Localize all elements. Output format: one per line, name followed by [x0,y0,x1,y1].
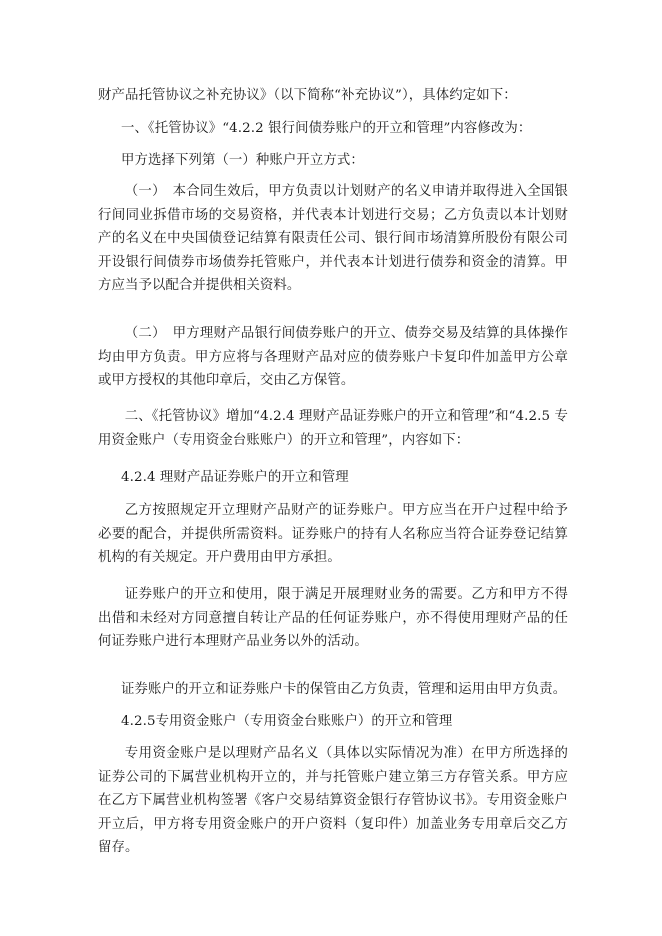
securities-account-custody-paragraph: 证券账户的开立和证券账户卡的保管由乙方负责，管理和运用由甲方负责。 [121,682,567,697]
section-4-2-4-heading: 4.2.4 理财产品证券账户的开立和管理 [121,470,349,485]
intro-continuation-paragraph: 财产品托管协议之补充协议》（以下简称“补充协议”），具体约定如下： [98,88,517,103]
option-one-paragraph: （一） 本合同生效后，甲方负责以计划财产的名义申请并取得进入全国银行间同业拆借市场的交易资格，并代表本计划进行交易；乙方负责以本计划财产的名义在中央国债登记结算有限责任公司、银行间市场清算所股份有限公司开设银行间债券市场债券托管账户，并代表本计划进行债券和资金的清算。甲方应当予以配合并提供相关资料。 [98,184,568,293]
section-4-2-5-heading: 4.2.5专用资金账户（专用资金台账账户）的开立和管理 [121,714,453,729]
securities-account-opening-paragraph: 乙方按照规定开立理财产品财产的证券账户。甲方应当在开户过程中给予必要的配合，并提供所需资料。证券账户的持有人名称应当符合证券登记结算机构的有关规定。开户费用由甲方承担。 [98,503,568,565]
amendment-one-heading: 一、《托管协议》“4.2.2 银行间债券账户的开立和管理”内容修改为： [121,121,532,136]
amendment-two-paragraph: 二、《托管协议》增加“4.2.4 理财产品证券账户的开立和管理”和“4.2.5 专用资金账户（专用资金台账账户）的开立和管理”，内容如下： [98,409,568,448]
special-fund-account-paragraph: 专用资金账户是以理财产品名义（具体以实际情况为准）在甲方所选择的证券公司的下属营业机构开立的，并与托管账户建立第三方存管关系。甲方应在乙方下属营业机构签署《客户交易结算资金银行存管协议书》。专用资金账户开立后，甲方将专用资金账户的开户资料（复印件）加盖业务专用章后交乙方留存。 [98,746,568,855]
securities-account-usage-paragraph: 证券账户的开立和使用，限于满足开展理财业务的需要。乙方和甲方不得出借和未经对方同意擅自转让产品的任何证券账户，亦不得使用理财产品的任何证券账户进行本理财产品业务以外的活动。 [98,587,568,649]
account-option-statement: 甲方选择下列第（一）种账户开立方式： [121,153,364,168]
option-two-paragraph: （二） 甲方理财产品银行间债券账户的开立、债券交易及结算的具体操作均由甲方负责。甲方应将与各理财产品对应的债券账户卡复印件加盖甲方公章或甲方授权的其他印章后，交由乙方保管。 [98,326,568,388]
